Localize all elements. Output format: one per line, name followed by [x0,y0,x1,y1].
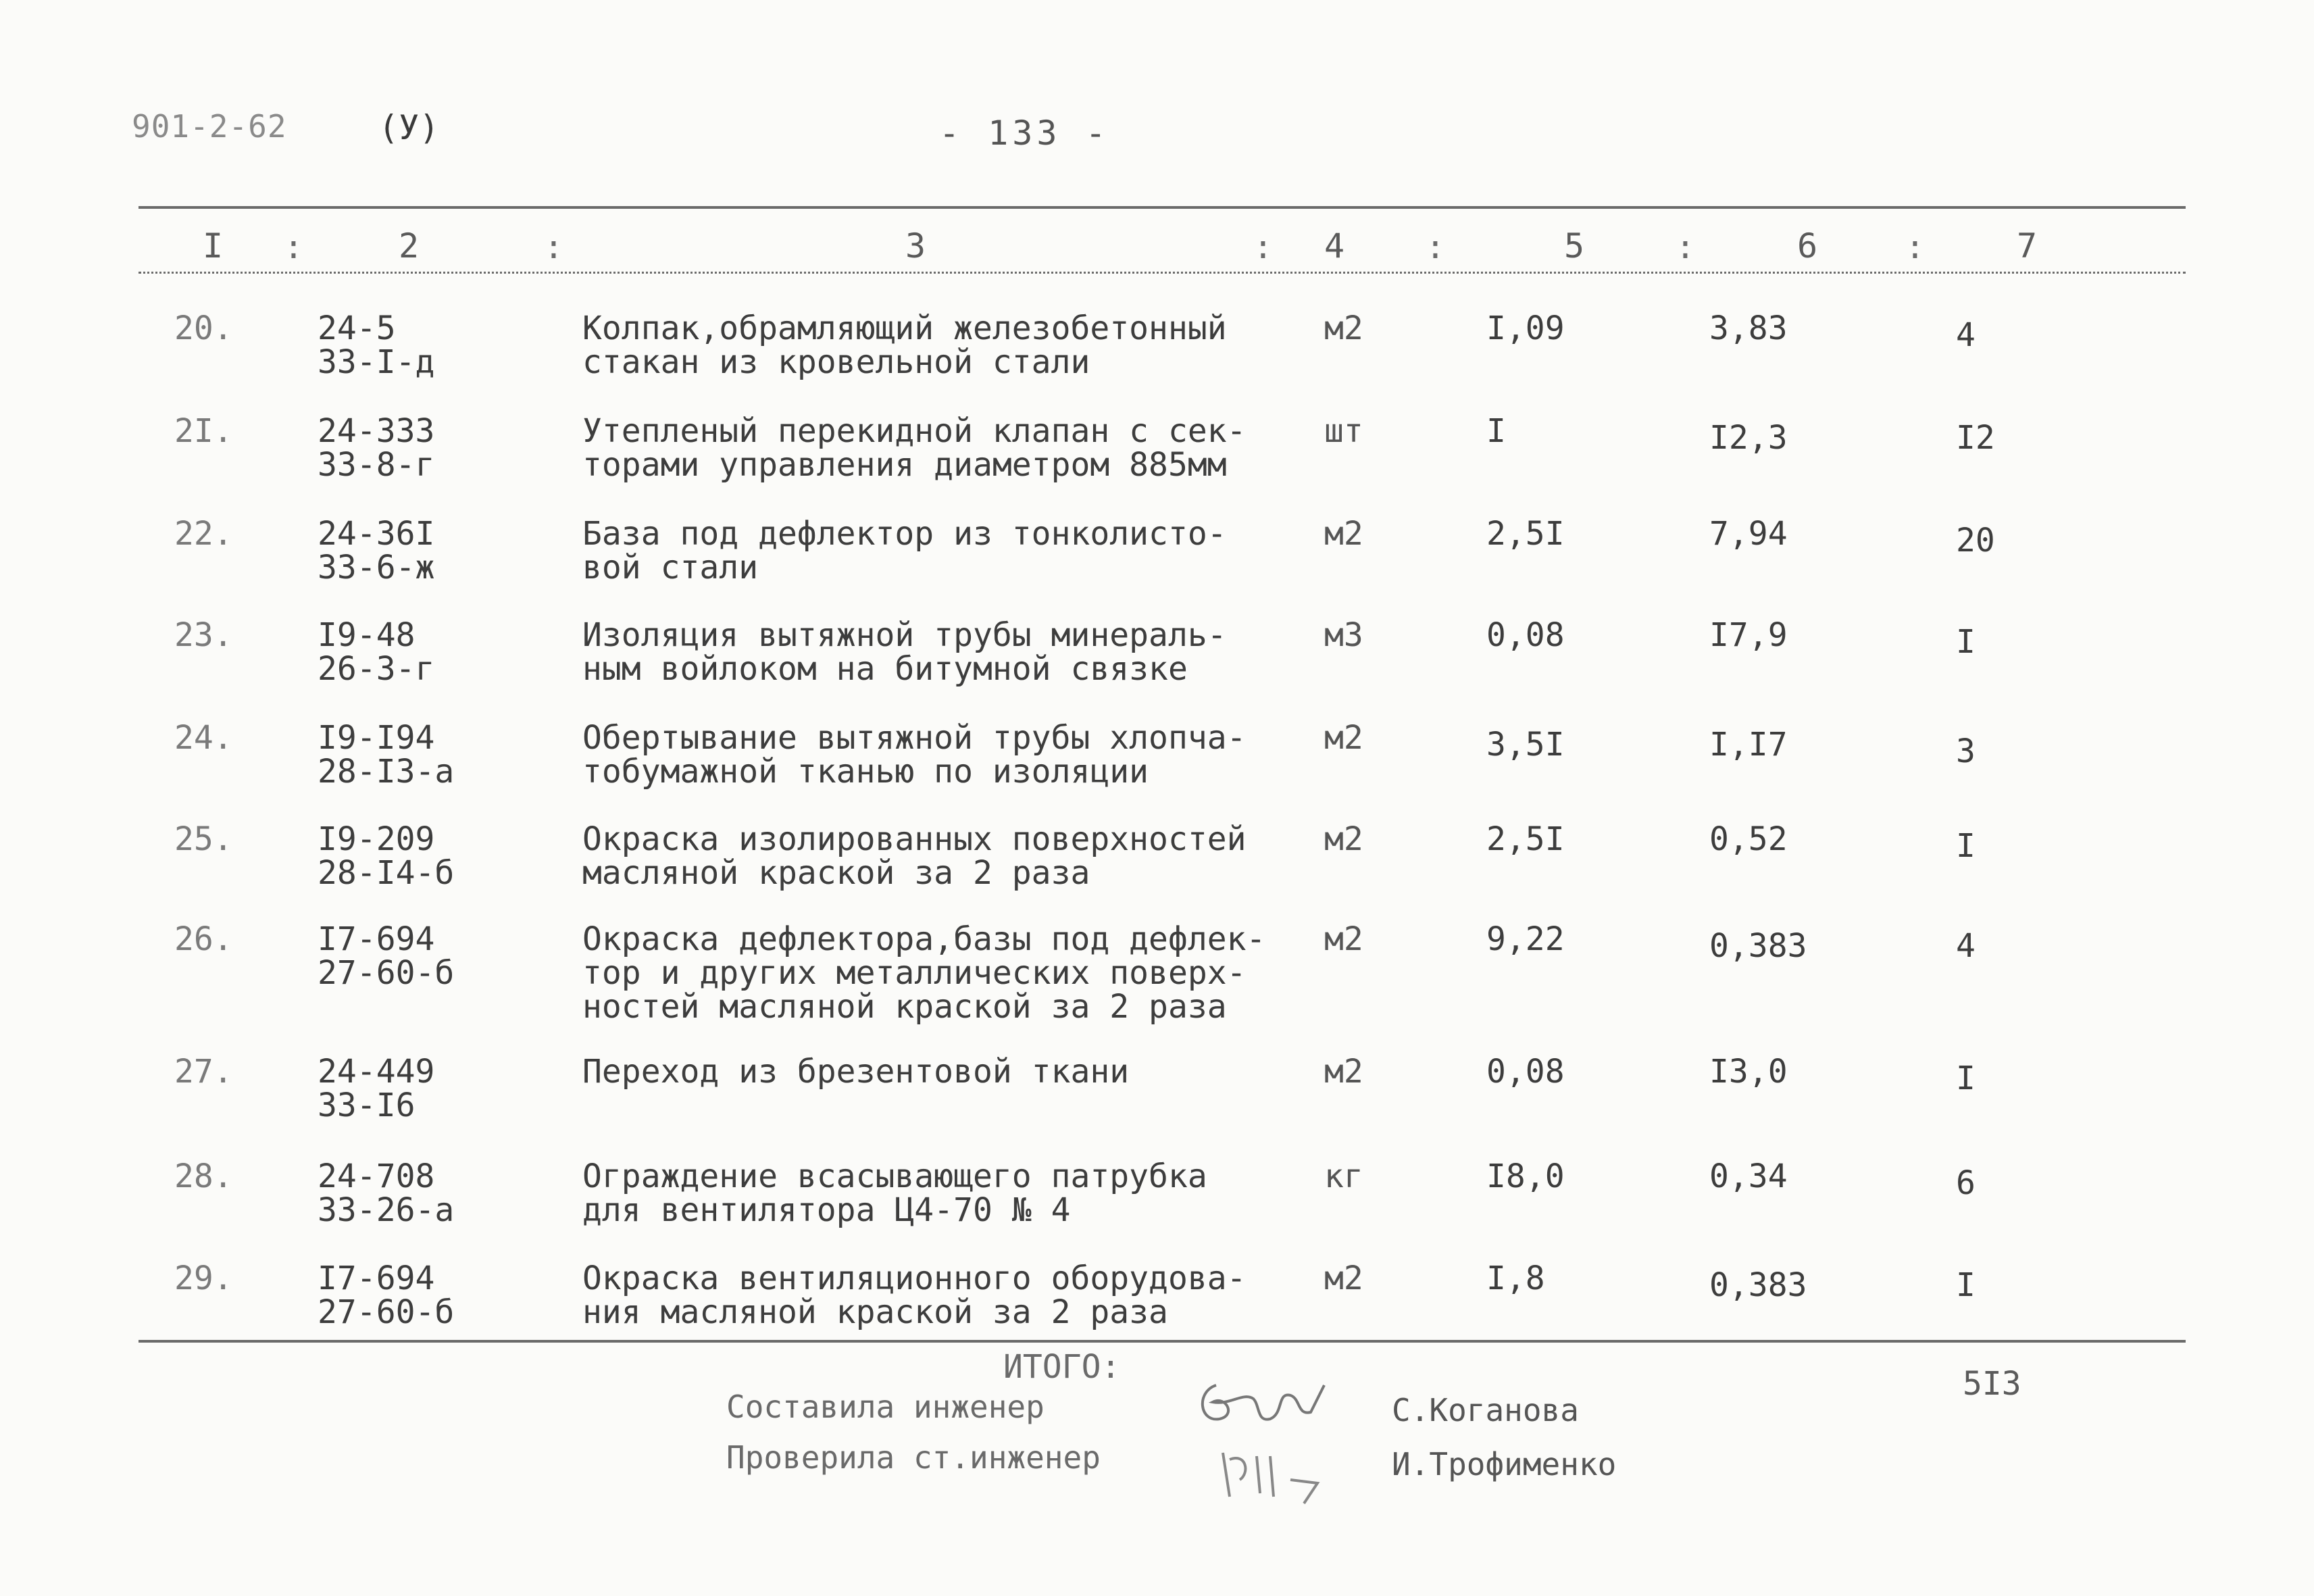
total-cost: I [1956,827,1976,865]
description-line: ностей масляной краской за 2 раза [582,988,1227,1026]
document-variant: (У) [378,108,440,147]
total-cost: 4 [1956,927,1976,965]
description-line: Окраска дефлектора,базы под дефлек- [582,920,1266,958]
row-number: 24. [174,719,233,757]
description-line: для вентилятора Ц4-70 № 4 [582,1191,1071,1229]
column-header-1: I [203,226,224,266]
table-top-rule [139,206,2186,209]
table-bottom-rule [139,1340,2186,1343]
quantity: 2,5I [1486,820,1565,858]
quantity: 0,08 [1486,616,1565,654]
description-line: ным войлоком на битумной связке [582,650,1188,688]
row-number: 29. [174,1260,233,1297]
total-cost: I [1956,623,1976,661]
column-separator: : [1253,228,1273,266]
quantity: I8,0 [1486,1157,1565,1195]
table-row [0,720,2314,815]
column-header-7: 7 [2017,226,2038,266]
description-line: Ограждение всасывающего патрубка [582,1157,1207,1195]
unit-price: I3,0 [1709,1053,1788,1091]
column-separator: : [544,228,563,266]
description-line: Обертывание вытяжной трубы хлопча- [582,719,1247,757]
norm-code-line: 24-36I [318,515,435,553]
norm-code-line: 28-I3-а [318,753,455,791]
description-line: тобумажной тканью по изоляции [582,753,1149,791]
unit-price: 0,34 [1709,1157,1788,1195]
description-line: тор и других металлических поверх- [582,954,1247,992]
norm-code-line: I9-48 [318,616,416,654]
norm-code-line: 27-60-б [318,954,455,992]
table-row [0,1159,2314,1253]
norm-code-line: 33-26-а [318,1191,455,1229]
row-number: 2I. [174,412,233,450]
total-cost: I2 [1956,419,1995,457]
description-line: вой стали [582,549,759,587]
table-row [0,618,2314,712]
norm-code-line: 33-6-ж [318,549,435,587]
row-number: 23. [174,616,233,654]
total-cost: I [1956,1059,1976,1097]
description-line: стакан из кровельной стали [582,343,1090,381]
total-cost: 4 [1956,316,1976,354]
unit-price: I7,9 [1709,616,1788,654]
unit: м2 [1324,309,1363,347]
checked-by-role: Проверила ст.инженер [726,1439,1101,1476]
table-row [0,516,2314,611]
header-rule [139,272,2186,274]
total-label: ИТОГО: [1003,1348,1121,1386]
quantity: 2,5I [1486,515,1565,553]
norm-code-line: 24-708 [318,1157,435,1195]
unit-price: 3,83 [1709,309,1788,347]
description-line: База под дефлектор из тонколисто- [582,515,1227,553]
row-number: 25. [174,820,233,858]
norm-code-line: 24-5 [318,309,396,347]
signature-checker [1209,1432,1344,1507]
column-separator: : [1676,228,1695,266]
table-row [0,414,2314,508]
unit-price: I2,3 [1709,419,1788,457]
table-row [0,311,2314,405]
row-number: 22. [174,515,233,553]
unit-price: 0,52 [1709,820,1788,858]
column-header-6: 6 [1797,226,1818,266]
quantity: I,8 [1486,1260,1545,1297]
norm-code-line: I7-694 [318,1260,435,1297]
row-number: 20. [174,309,233,347]
unit: м3 [1324,616,1363,654]
unit: м2 [1324,1260,1363,1297]
description-line: Утепленый перекидной клапан с сек- [582,412,1247,450]
unit-price: 0,383 [1709,927,1807,965]
total-cost: 6 [1956,1164,1976,1202]
row-number: 28. [174,1157,233,1195]
unit: м2 [1324,515,1363,553]
norm-code-line: 24-449 [318,1053,435,1091]
compiled-by-role: Составила инженер [726,1389,1045,1425]
signature-compiler [1189,1365,1331,1432]
row-number: 27. [174,1053,233,1091]
compiled-by-name: С.Коганова [1392,1392,1579,1428]
row-number: 26. [174,920,233,958]
unit: м2 [1324,719,1363,757]
norm-code-line: 28-I4-б [318,854,455,892]
norm-code-line: 27-60-б [318,1293,455,1331]
page-number: - 133 - [939,114,1110,153]
unit-price: 0,383 [1709,1266,1807,1304]
quantity: I [1486,412,1506,450]
norm-code-line: 33-I-д [318,343,435,381]
unit-price: 7,94 [1709,515,1788,553]
description-line: масляной краской за 2 раза [582,854,1090,892]
norm-code-line: 24-333 [318,412,435,450]
quantity: 9,22 [1486,920,1565,958]
norm-code-line: I9-I94 [318,719,435,757]
description-line: Колпак,обрамляющий железобетонный [582,309,1227,347]
unit: шт [1324,412,1363,450]
quantity: 0,08 [1486,1053,1565,1091]
quantity: 3,5I [1486,726,1565,764]
norm-code-line: 33-8-г [318,446,435,484]
unit: м2 [1324,820,1363,858]
table-row [0,922,2314,1050]
description-line: Переход из брезентовой ткани [582,1053,1130,1091]
table-row [0,822,2314,916]
total-value: 5I3 [1963,1365,2021,1403]
description-line: Изоляция вытяжной трубы минераль- [582,616,1227,654]
quantity: I,09 [1486,309,1565,347]
table-row [0,1054,2314,1149]
norm-code-line: 33-I6 [318,1087,416,1124]
total-cost: 20 [1956,522,1995,559]
description-line: Окраска вентиляционного оборудова- [582,1260,1247,1297]
column-header-4: 4 [1324,226,1345,266]
column-header-2: 2 [399,226,420,266]
unit: м2 [1324,1053,1363,1091]
norm-code-line: I9-209 [318,820,435,858]
norm-code-line: 26-3-г [318,650,435,688]
unit: м2 [1324,920,1363,958]
column-header-3: 3 [905,226,926,266]
column-separator: : [1426,228,1445,266]
document-code: 901-2-62 [132,108,287,145]
description-line: Окраска изолированных поверхностей [582,820,1247,858]
column-separator: : [1905,228,1925,266]
checked-by-name: И.Трофименко [1392,1446,1617,1482]
description-line: торами управления диаметром 885мм [582,446,1227,484]
norm-code-line: I7-694 [318,920,435,958]
unit-price: I,I7 [1709,726,1788,764]
column-separator: : [284,228,303,266]
unit: кг [1324,1157,1363,1195]
column-header-5: 5 [1564,226,1585,266]
description-line: ния масляной краской за 2 раза [582,1293,1168,1331]
total-cost: I [1956,1266,1976,1304]
total-cost: 3 [1956,732,1976,770]
